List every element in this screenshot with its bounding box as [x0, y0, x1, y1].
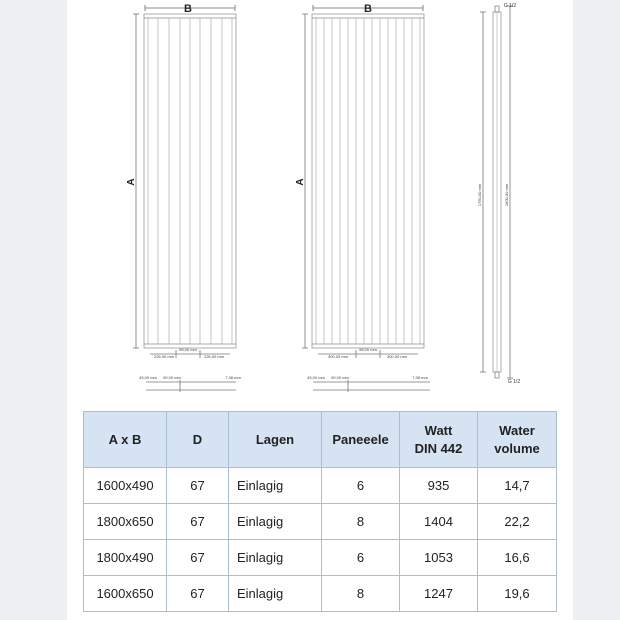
cell-watt: 935 — [400, 468, 478, 504]
cell-ab: 1600x490 — [84, 468, 167, 504]
header-water-line2: volume — [494, 440, 540, 456]
table-row — [84, 468, 557, 504]
right-dim-left: 300,00 mm — [327, 354, 349, 359]
table-row — [84, 576, 557, 612]
table-row — [84, 540, 557, 576]
cell-paneele: 6 — [322, 540, 400, 576]
left-height-label: A — [126, 178, 137, 186]
left-width-label: B — [184, 3, 192, 15]
table-header-row — [84, 412, 557, 468]
front-view-left — [133, 5, 236, 392]
cell-d: 67 — [167, 540, 229, 576]
right-bottom-right: 7,38 mm — [412, 375, 428, 380]
cell-ab: 1800x650 — [84, 504, 167, 540]
header-lagen: Lagen — [229, 412, 322, 468]
cell-water: 16,6 — [478, 540, 557, 576]
technical-drawing — [67, 0, 573, 400]
left-bottom-left: 45,00 mm — [139, 375, 157, 380]
right-dim-mid: 98,00 mm — [359, 347, 377, 352]
cell-lagen: Einlagig — [229, 540, 322, 576]
cell-ab: 1800x490 — [84, 540, 167, 576]
right-bottom-left: 45,00 mm — [307, 375, 325, 380]
left-dim-right: 226,00 mm — [203, 354, 225, 359]
table-row — [84, 504, 557, 540]
right-height-label: A — [295, 178, 306, 186]
cell-lagen: Einlagig — [229, 468, 322, 504]
cell-watt: 1404 — [400, 504, 478, 540]
header-water-line1: Water — [499, 422, 535, 438]
header-d: D — [167, 412, 229, 468]
header-watt-line2: DIN 442 — [414, 440, 463, 456]
cell-d: 67 — [167, 576, 229, 612]
cell-d: 67 — [167, 504, 229, 540]
right-dim-right: 300,00 mm — [386, 354, 408, 359]
left-bottom-mid: 90,00 mm — [163, 375, 181, 380]
left-dim-mid: 98,00 mm — [179, 347, 197, 352]
cell-water: 14,7 — [478, 468, 557, 504]
spec-table — [83, 411, 557, 612]
cell-watt: 1247 — [400, 576, 478, 612]
header-water — [478, 412, 557, 468]
cell-paneele: 6 — [322, 468, 400, 504]
left-dim-left: 226,00 mm — [153, 354, 175, 359]
side-height-outer: 1760,00 mm — [477, 183, 482, 207]
front-view-right — [302, 5, 430, 392]
header-watt-line1: Watt — [424, 422, 453, 438]
cell-d: 67 — [167, 468, 229, 504]
left-bottom-right: 7,38 mm — [225, 375, 241, 380]
cell-lagen: Einlagig — [229, 576, 322, 612]
cell-watt: 1053 — [400, 540, 478, 576]
cell-water: 19,6 — [478, 576, 557, 612]
side-top-label: G 1/2 — [503, 3, 517, 9]
cell-lagen: Einlagig — [229, 504, 322, 540]
side-bottom-label: G 1/2 — [507, 379, 521, 385]
right-bottom-mid: 90,00 mm — [331, 375, 349, 380]
header-watt — [400, 412, 478, 468]
header-ab: A x B — [84, 412, 167, 468]
cell-ab: 1600x650 — [84, 576, 167, 612]
cell-paneele: 8 — [322, 504, 400, 540]
side-height-inner: 1800,00 mm — [504, 183, 509, 207]
cell-water: 22,2 — [478, 504, 557, 540]
right-width-label: B — [364, 3, 372, 15]
cell-paneele: 8 — [322, 576, 400, 612]
header-paneele: Paneeele — [322, 412, 400, 468]
